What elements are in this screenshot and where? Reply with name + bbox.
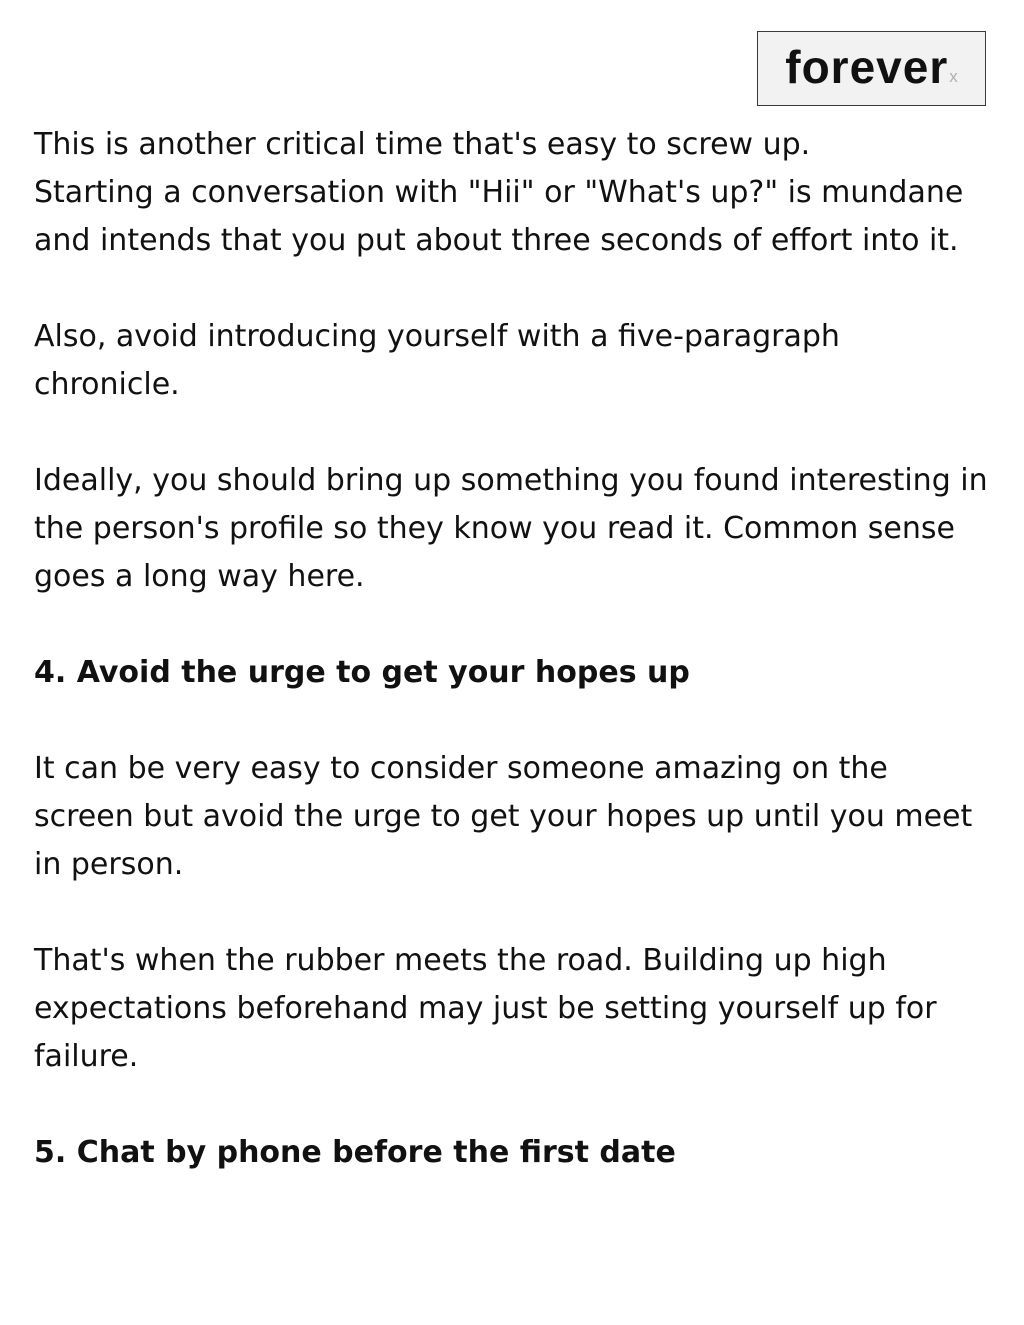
forever-logo: [757, 31, 986, 106]
paragraph-avoid-chronicle: Also, avoid introducing yourself with a five-paragraph chronicle.: [34, 319, 840, 402]
article-body: [34, 121, 988, 1225]
paragraph-conversation-start: Starting a conversation with "Hii" or "What's up?" is mundane and intends that you put about three seconds of effort into it.: [34, 175, 964, 258]
paragraph-profile-interest: Ideally, you should bring up something you found interesting in the person's profile so they know you read it. Common sense goes a long way here.: [34, 463, 988, 594]
paragraph-hopes-up: It can be very easy to consider someone amazing on the screen but avoid the urge to get your hopes up until you meet in person.: [34, 751, 973, 882]
section-heading-5: 5. Chat by phone before the first date: [34, 1135, 676, 1170]
paragraph-intro: This is another critical time that's easy to screw up.: [34, 127, 811, 162]
paragraph-rubber-meets-road: That's when the rubber meets the road. Building up high expectations beforehand may just be setting yourself up for failure.: [34, 943, 937, 1074]
section-heading-4: 4. Avoid the urge to get your hopes up: [34, 655, 690, 690]
logo-suffix: x: [949, 67, 958, 86]
logo-wordmark: forever: [785, 40, 949, 93]
